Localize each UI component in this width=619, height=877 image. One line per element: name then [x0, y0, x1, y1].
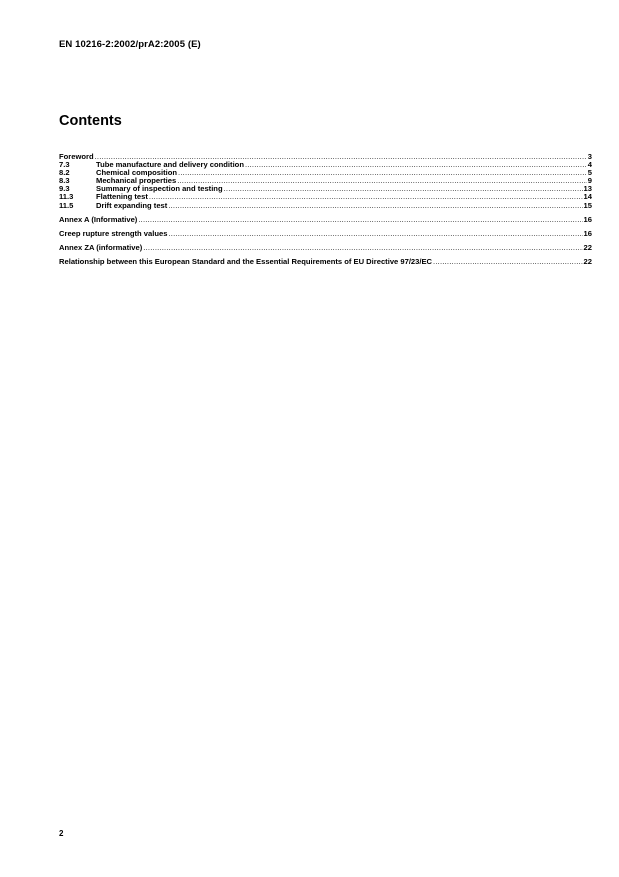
toc-leader-dots: [178, 169, 587, 177]
toc-entry-title: Summary of inspection and testing: [96, 184, 223, 194]
table-of-contents: [59, 153, 592, 266]
toc-entry-creep-rupture[interactable]: [59, 230, 592, 238]
toc-entry-11-5[interactable]: [59, 202, 592, 210]
toc-entry-title: Chemical composition: [96, 168, 178, 178]
toc-entry-page: 5: [587, 168, 592, 178]
toc-entry-title: Foreword: [59, 152, 94, 161]
toc-entry-page: 15: [583, 200, 592, 210]
toc-leader-dots: [149, 193, 583, 201]
toc-entry-page: 14: [583, 192, 592, 202]
toc-leader-dots: [245, 161, 587, 169]
toc-entry-page: 13: [583, 184, 592, 194]
toc-entry-page: 4: [587, 160, 592, 170]
toc-leader-dots: [168, 230, 582, 238]
document-header: EN 10216-2:2002/prA2:2005 (E): [59, 39, 201, 50]
toc-entry-page: 22: [583, 242, 592, 252]
toc-entry-title: Flattening test: [96, 192, 148, 202]
toc-entry-title: Mechanical properties: [96, 176, 177, 186]
toc-entry-page: 16: [583, 214, 592, 224]
toc-leader-dots: [143, 244, 582, 252]
toc-entry-title: Tube manufacture and delivery condition: [96, 160, 244, 170]
toc-entry-title: Annex ZA (informative): [59, 242, 143, 252]
toc-entry-number: 7.3: [59, 160, 70, 170]
toc-entry-number: 9.3: [59, 184, 70, 194]
toc-leader-dots: [177, 177, 587, 185]
toc-entry-annex-a[interactable]: [59, 216, 592, 224]
toc-entry-page: 22: [583, 256, 592, 266]
toc-entry-number: 11.5: [59, 200, 74, 210]
toc-entry-annex-za[interactable]: [59, 244, 592, 252]
toc-entry-number: 8.2: [59, 168, 70, 178]
page-number: 2: [59, 829, 64, 838]
contents-heading: Contents: [59, 113, 122, 129]
toc-entry-page: 16: [583, 228, 592, 238]
toc-leader-dots: [224, 185, 583, 193]
toc-entry-title: Drift expanding test: [96, 200, 168, 210]
toc-leader-dots: [433, 258, 583, 266]
toc-entry-page: 9: [587, 176, 592, 186]
toc-entry-title: Relationship between this European Standard and the Essential Requirements of EU Directive 97/23/EC: [59, 256, 433, 266]
toc-entry-title: Creep rupture strength values: [59, 228, 168, 238]
toc-entry-page: 3: [587, 152, 592, 161]
toc-entry-title: Annex A (Informative): [59, 214, 138, 224]
toc-entry-number: 8.3: [59, 176, 70, 186]
toc-leader-dots: [138, 216, 582, 224]
toc-leader-dots: [168, 202, 582, 210]
toc-entry-number: 11.3: [59, 192, 74, 202]
toc-entry-relationship[interactable]: [59, 258, 592, 266]
